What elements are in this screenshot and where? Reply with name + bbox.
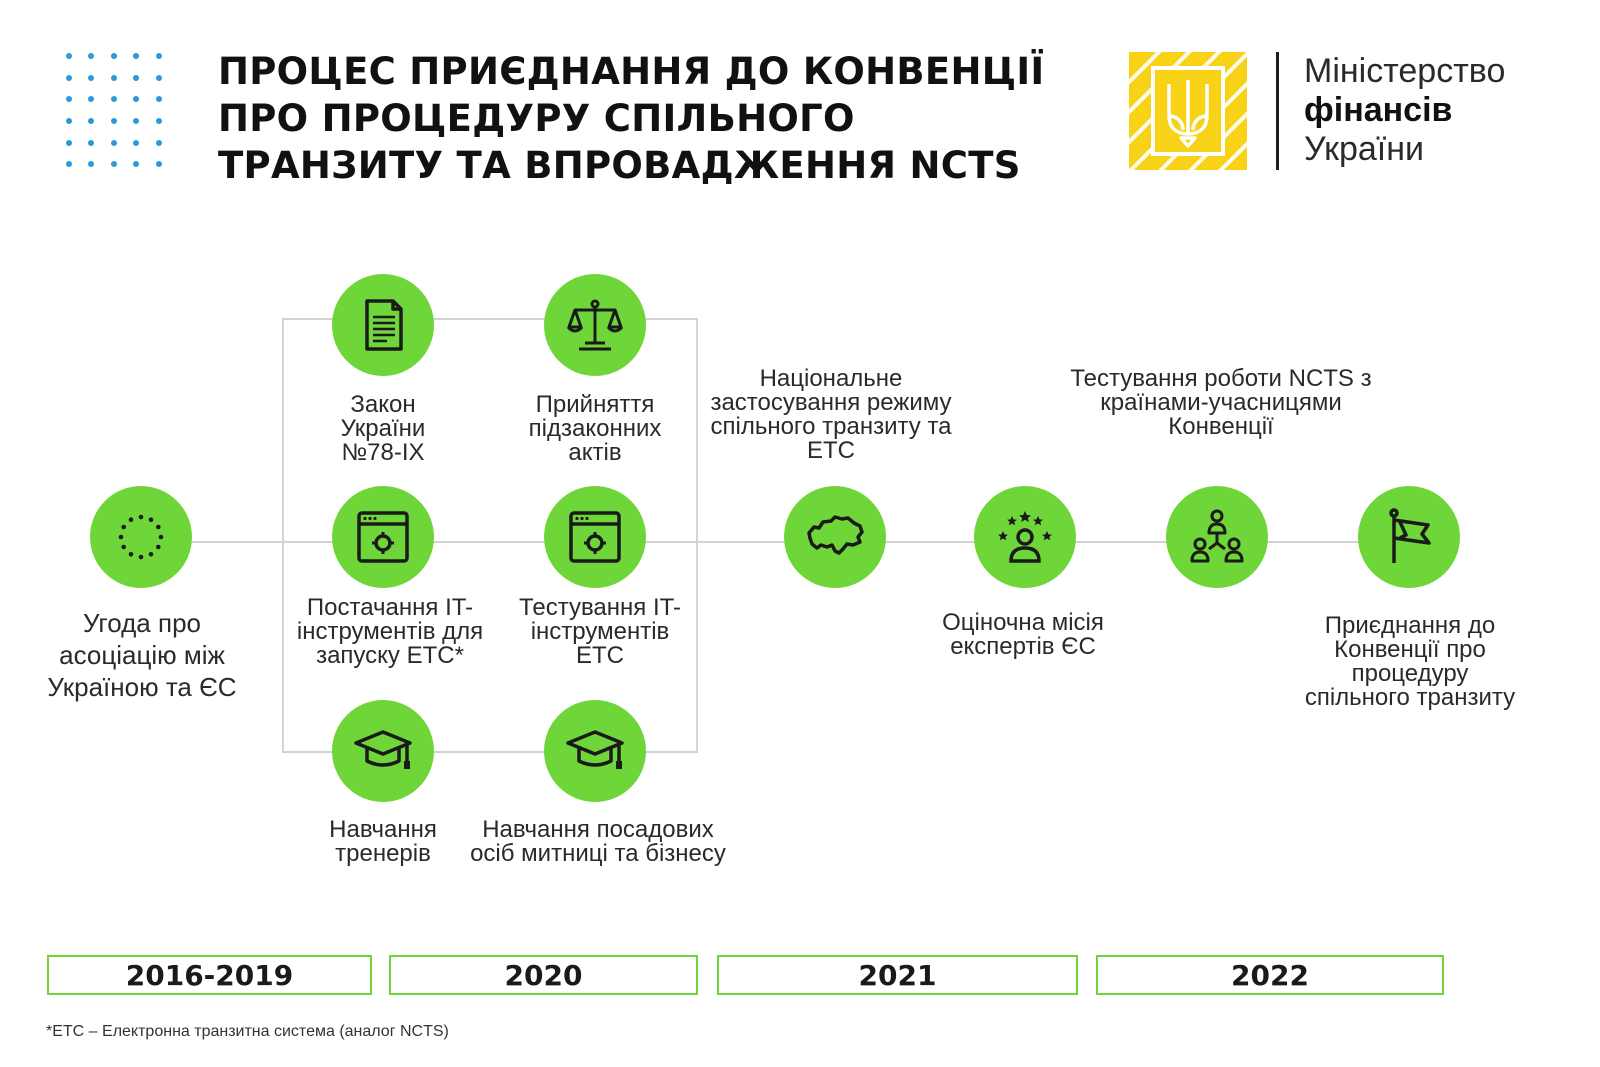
scales-icon — [565, 295, 625, 355]
step-label-national: Національне застосування режиму спільного транзиту та ЕТС — [710, 365, 952, 464]
experts-stars-icon — [995, 507, 1055, 567]
year-box-2016-2019: 2016-2019 — [47, 955, 372, 995]
step-label-law: Закон України №78-IX — [340, 391, 426, 466]
eu-stars-icon — [111, 507, 171, 567]
step-label-association: Угода про асоціацію між Україною та ЄС — [47, 608, 237, 702]
title-line-2: ПРО ПРОЦЕДУРУ СПІЛЬНОГО — [218, 97, 855, 140]
title-line-1: ПРОЦЕС ПРИЄДНАННЯ ДО КОНВЕНЦІЇ — [218, 50, 1045, 93]
graduation-cap-icon — [565, 721, 625, 781]
graduation-cap-icon — [353, 721, 413, 781]
title-line-3: ТРАНЗИТУ ТА ВПРОВАДЖЕННЯ NCTS — [218, 144, 1021, 187]
trident-emblem-icon — [1129, 52, 1247, 170]
step-label-it-supply: Постачання IT-інструментів для запуску ЕТС* — [296, 594, 484, 669]
step-node-association — [90, 486, 192, 588]
step-node-it-testing — [544, 486, 646, 588]
browser-gear-icon — [353, 507, 413, 567]
people-network-icon — [1187, 507, 1247, 567]
step-node-evaluation — [974, 486, 1076, 588]
step-label-accession: Приєднання до Конвенції про процедуру спільного транзиту — [1304, 612, 1516, 711]
step-label-testing-ncts: Тестування роботи NCTS з країнами-учасницями Конвенції — [1070, 365, 1372, 440]
step-node-testing-ncts — [1166, 486, 1268, 588]
year-box-2022: 2022 — [1096, 955, 1444, 995]
ministry-line-1: Міністерство — [1304, 52, 1506, 90]
ministry-line-3: України — [1304, 130, 1424, 168]
step-label-it-testing: Тестування IT-інструментів ЕТС — [519, 594, 681, 669]
ministry-emblem-logo — [1129, 52, 1247, 170]
step-node-bylaws — [544, 274, 646, 376]
step-label-train-officials: Навчання посадових осіб митниці та бізнесу — [470, 816, 726, 867]
step-label-train-trainers: Навчання тренерів — [329, 816, 437, 867]
step-node-train-officials — [544, 700, 646, 802]
browser-gear-icon — [565, 507, 625, 567]
step-node-train-trainers — [332, 700, 434, 802]
step-node-national — [784, 486, 886, 588]
year-box-2020: 2020 — [389, 955, 698, 995]
footnote: *ЕТС – Електронна транзитна система (аналог NCTS) — [46, 1023, 449, 1040]
step-node-accession — [1358, 486, 1460, 588]
step-label-bylaws: Прийняття підзаконних актів — [528, 391, 662, 466]
step-node-it-supply — [332, 486, 434, 588]
flag-icon — [1379, 507, 1439, 567]
bracket-connector-right — [696, 318, 698, 753]
decorative-dot-grid — [66, 53, 178, 183]
document-icon — [353, 295, 413, 355]
page-title — [218, 48, 1078, 189]
logo-divider — [1276, 52, 1279, 170]
bracket-connector-left — [282, 318, 284, 753]
year-box-2021: 2021 — [717, 955, 1078, 995]
step-label-evaluation: Оціночна місія експертів ЄС — [942, 609, 1104, 660]
ministry-line-2: фінансів — [1304, 91, 1453, 129]
ukraine-map-icon — [805, 507, 865, 567]
step-node-law — [332, 274, 434, 376]
ministry-name — [1304, 52, 1505, 169]
